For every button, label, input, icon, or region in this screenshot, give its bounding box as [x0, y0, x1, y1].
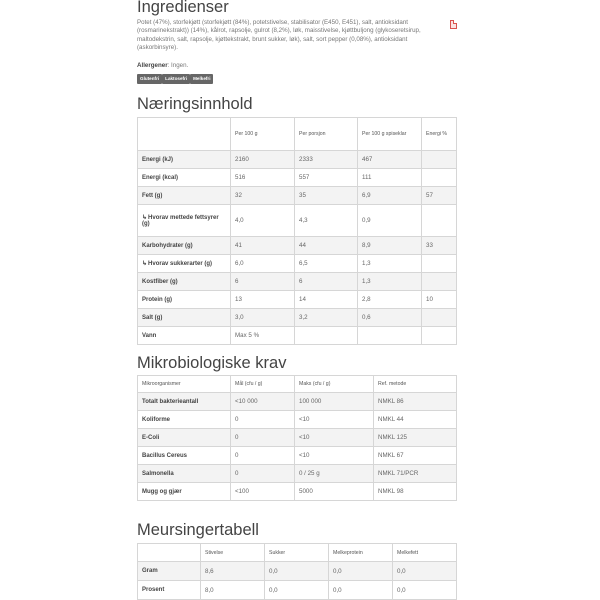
nutrition-row: [138, 327, 457, 345]
nutrition-cell: 0,6: [358, 309, 422, 327]
nutrition-cell: 10: [422, 291, 457, 309]
nutrition-cell: 6: [231, 273, 295, 291]
meursing-cell: 8,6: [201, 562, 265, 581]
micro-header-organism: Mikroorganismer: [138, 376, 231, 393]
nutrition-label-text: Energi (kcal): [142, 174, 179, 181]
nutrition-row-label: [138, 237, 231, 255]
nutrition-label-text: Kostfiber (g): [142, 278, 178, 285]
nutrition-cell: 6,5: [295, 255, 358, 273]
micro-cell: NMKL 44: [374, 411, 457, 429]
nutrition-cell: 6,0: [231, 255, 295, 273]
nutrition-row-label: [138, 291, 231, 309]
nutrition-cell: 111: [358, 169, 422, 187]
nutrition-cell: 57: [422, 187, 457, 205]
nutrition-header-energy-pct: Energi %: [422, 118, 457, 151]
ingredients-heading: Ingredienser: [137, 0, 229, 16]
meursing-cell: 8,0: [201, 581, 265, 600]
nutrition-cell: [422, 169, 457, 187]
meursing-header-empty: [138, 544, 201, 562]
nutrition-row: [138, 291, 457, 309]
meursing-header-milkfat: Melkefett: [393, 544, 457, 562]
nutrition-row-label: [138, 151, 231, 169]
nutrition-header-portion: Per porsjon: [295, 118, 358, 151]
micro-cell: 0: [231, 411, 295, 429]
sub-arrow-icon: ↳: [142, 261, 148, 267]
micro-row-label: E-Coli: [138, 429, 231, 447]
nutrition-row: [138, 169, 457, 187]
nutrition-header-empty: [138, 118, 231, 151]
nutrition-row: [138, 187, 457, 205]
micro-row-label: Koliforme: [138, 411, 231, 429]
nutrition-table: [137, 117, 457, 345]
nutrition-label-text: Vann: [142, 332, 157, 339]
nutrition-cell: 1,3: [358, 255, 422, 273]
allergen-line: [137, 62, 188, 69]
meursing-cell: 0,0: [393, 562, 457, 581]
micro-row-label: Bacillus Cereus: [138, 447, 231, 465]
meursing-cell: 0,0: [265, 581, 329, 600]
meursing-header-milkprotein: Melkeprotein: [329, 544, 393, 562]
micro-row-label: Mugg og gjær: [138, 483, 231, 501]
nutrition-cell: Max 5 %: [231, 327, 295, 345]
micro-cell: 100 000: [295, 393, 374, 411]
nutrition-heading: Næringsinnhold: [137, 95, 253, 113]
nutrition-label-text: Protein (g): [142, 296, 172, 303]
micro-cell: NMKL 67: [374, 447, 457, 465]
nutrition-row: [138, 273, 457, 291]
meursing-row: [138, 562, 457, 581]
nutrition-cell: [358, 327, 422, 345]
nutrition-cell: 4,0: [231, 205, 295, 237]
nutrition-row: [138, 255, 457, 273]
nutrition-cell: [295, 327, 358, 345]
nutrition-cell: 3,2: [295, 309, 358, 327]
micro-cell: <10 000: [231, 393, 295, 411]
nutrition-label-text: Energi (kJ): [142, 156, 174, 163]
nutrition-label-text: Fett (g): [142, 192, 163, 199]
nutrition-cell: 6: [295, 273, 358, 291]
micro-row-label: Salmonella: [138, 465, 231, 483]
micro-cell: NMKL 125: [374, 429, 457, 447]
meursing-row: [138, 581, 457, 600]
nutrition-cell: 32: [231, 187, 295, 205]
micro-header-max: Maks (cfu / g): [295, 376, 374, 393]
nutrition-cell: 2333: [295, 151, 358, 169]
nutrition-label-text: Karbohydrater (g): [142, 242, 193, 249]
nutrition-cell: 8,9: [358, 237, 422, 255]
badge-glutenfri: Glutenfri: [137, 74, 162, 84]
nutrition-cell: 1,3: [358, 273, 422, 291]
nutrition-label-text: Hvorav sukkerarter (g): [148, 261, 213, 267]
nutrition-cell: 557: [295, 169, 358, 187]
nutrition-row-label: [138, 169, 231, 187]
nutrition-cell: [422, 205, 457, 237]
nutrition-row: [138, 309, 457, 327]
micro-cell: NMKL 86: [374, 393, 457, 411]
meursing-cell: 0,0: [329, 562, 393, 581]
nutrition-row-label: [138, 205, 231, 237]
nutrition-cell: 14: [295, 291, 358, 309]
meursing-cell: 0,0: [393, 581, 457, 600]
meursing-table: [137, 543, 457, 600]
nutrition-cell: 2160: [231, 151, 295, 169]
nutrition-row: [138, 205, 457, 237]
micro-row: [138, 393, 457, 411]
nutrition-cell: 13: [231, 291, 295, 309]
meursing-cell: 0,0: [265, 562, 329, 581]
nutrition-cell: 0,9: [358, 205, 422, 237]
nutrition-row-label: [138, 187, 231, 205]
micro-cell: NMKL 71/PCR: [374, 465, 457, 483]
nutrition-row-label: [138, 273, 231, 291]
nutrition-cell: [422, 255, 457, 273]
nutrition-header-per100: Per 100 g: [231, 118, 295, 151]
nutrition-cell: [422, 309, 457, 327]
meursing-header-sugar: Sukker: [265, 544, 329, 562]
micro-cell: 0 / 25 g: [295, 465, 374, 483]
nutrition-cell: 41: [231, 237, 295, 255]
allergen-label: Allergener: [137, 62, 168, 69]
ingredients-text: Potet (47%), storfekjøtt (storfekjøtt (84%), potetstivelse, stabilisator (E450, E451), salt, antioksidant (rosmarinekstrakt)) (14%), kålrot, rapsolje, gulrot (8,2%), løk, maisstivelse, kjøttbuljong (glykoseretsirup, maltodekstrin, salt, rapsolje, kjøttekstrakt, brunt sukker, løk), salt, sort pepper (0,08%), antioksidant (askorbinsyre).: [137, 19, 421, 51]
meursing-header-starch: Stivelse: [201, 544, 265, 562]
nutrition-cell: 2,8: [358, 291, 422, 309]
micro-header-target: Mål (cfu / g): [231, 376, 295, 393]
micro-row: [138, 411, 457, 429]
micro-cell: 0: [231, 465, 295, 483]
micro-row: [138, 483, 457, 501]
allergen-value: : Ingen.: [167, 62, 189, 69]
nutrition-label-text: Hvorav mettede fettsyrer (g): [142, 215, 219, 227]
meursing-cell: 0,0: [329, 581, 393, 600]
micro-row: [138, 429, 457, 447]
micro-cell: 5000: [295, 483, 374, 501]
micro-cell: 0: [231, 447, 295, 465]
micro-heading: Mikrobiologiske krav: [137, 354, 287, 372]
nutrition-row-label: [138, 327, 231, 345]
nutrition-row: [138, 237, 457, 255]
nutrition-cell: [422, 327, 457, 345]
nutrition-row-label: [138, 309, 231, 327]
micro-header-method: Ref. metode: [374, 376, 457, 393]
meursing-row-label: Prosent: [138, 581, 201, 600]
badge-melkefri: Melkefri: [190, 74, 213, 84]
diet-badges: [137, 74, 213, 84]
nutrition-cell: 33: [422, 237, 457, 255]
micro-row: [138, 447, 457, 465]
nutrition-cell: 3,0: [231, 309, 295, 327]
nutrition-header-ready: Per 100 g spiseklar: [358, 118, 422, 151]
micro-row: [138, 465, 457, 483]
meursing-heading: Meursingertabell: [137, 521, 259, 539]
nutrition-cell: 516: [231, 169, 295, 187]
sub-arrow-icon: ↳: [142, 215, 148, 221]
nutrition-cell: 6,9: [358, 187, 422, 205]
nutrition-row-label: [138, 255, 231, 273]
nutrition-cell: 467: [358, 151, 422, 169]
nutrition-cell: 44: [295, 237, 358, 255]
micro-cell: <100: [231, 483, 295, 501]
meursing-row-label: Gram: [138, 562, 201, 581]
nutrition-cell: [422, 151, 457, 169]
pdf-icon[interactable]: [450, 20, 457, 29]
micro-cell: <10: [295, 447, 374, 465]
nutrition-row: [138, 151, 457, 169]
nutrition-cell: 35: [295, 187, 358, 205]
micro-cell: 0: [231, 429, 295, 447]
micro-cell: NMKL 98: [374, 483, 457, 501]
micro-table: [137, 375, 457, 501]
micro-row-label: Totalt bakterieantall: [138, 393, 231, 411]
nutrition-label-text: Salt (g): [142, 314, 163, 321]
badge-laktosefri: Laktosefri: [162, 74, 190, 84]
nutrition-cell: [422, 273, 457, 291]
nutrition-cell: 4,3: [295, 205, 358, 237]
micro-cell: <10: [295, 429, 374, 447]
micro-cell: <10: [295, 411, 374, 429]
